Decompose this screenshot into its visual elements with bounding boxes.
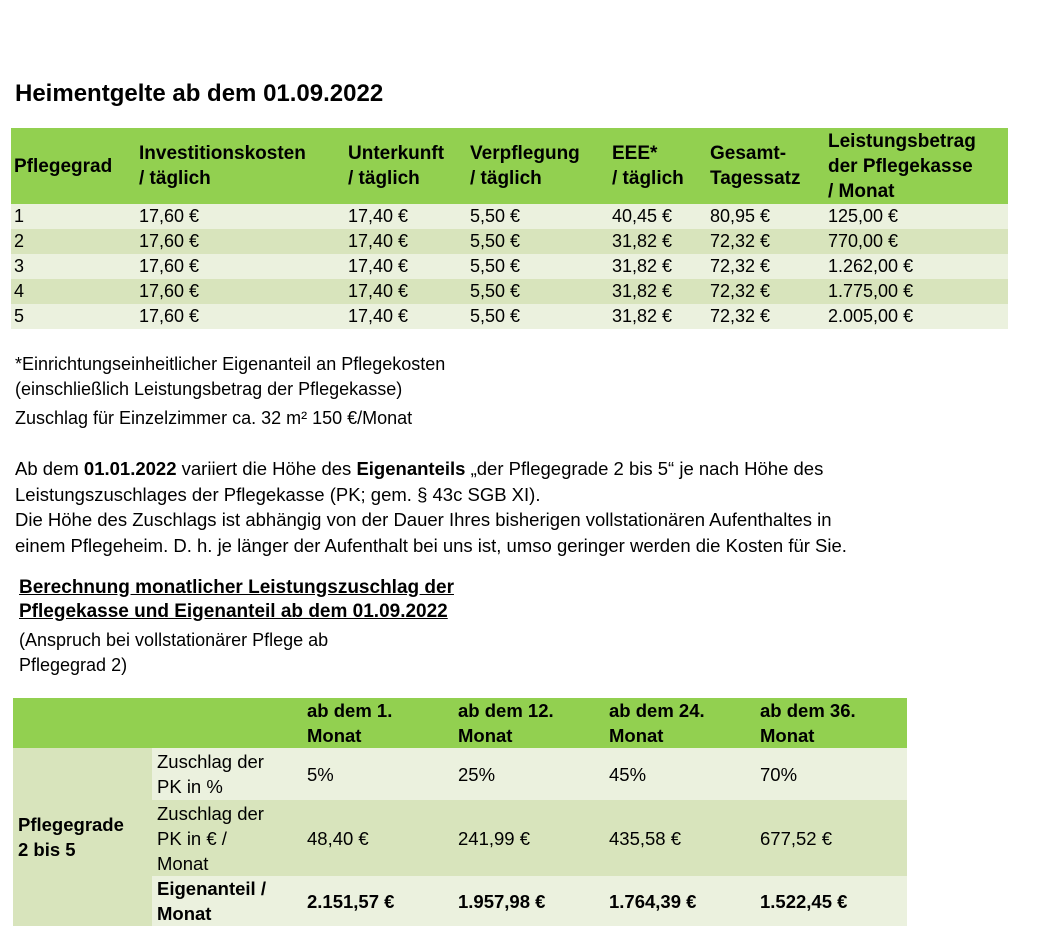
col-header-eee: EEE* / täglich [609,128,707,204]
cell-eee: 31,82 € [609,279,707,304]
cell-gesamt: 72,32 € [707,229,825,254]
cell-value: 1.957,98 € [453,876,604,926]
cell-invest: 17,60 € [136,279,345,304]
cell-value: 677,52 € [755,800,907,876]
row-label: Zuschlag der PK in % [152,748,302,800]
cell-invest: 17,60 € [136,229,345,254]
cell-unterkunft: 17,40 € [345,204,467,229]
cell-unterkunft: 17,40 € [345,279,467,304]
cell-verpflegung: 5,50 € [467,229,609,254]
cell-gesamt: 72,32 € [707,254,825,279]
cell-grad: 3 [11,254,136,279]
cell-leistung: 1.262,00 € [825,254,1008,279]
group-label: Pflegegrade 2 bis 5 [13,748,152,926]
footnote-line-2: (einschließlich Leistungsbetrag der Pflegekasse) [15,379,403,399]
cell-verpflegung: 5,50 € [467,279,609,304]
cell-value: 241,99 € [453,800,604,876]
col-header-gesamt: Gesamt- Tagessatz [707,128,825,204]
cell-grad: 5 [11,304,136,329]
cell-eee: 31,82 € [609,254,707,279]
cell-leistung: 770,00 € [825,229,1008,254]
section-subtitle: (Anspruch bei vollstationärer Pflege ab Pflegegrad 2) [19,630,329,675]
cell-value: 435,58 € [604,800,755,876]
surcharge-table-header [13,698,907,748]
col-header-month-36: ab dem 36. Monat [755,698,907,748]
cell-verpflegung: 5,50 € [467,304,609,329]
cell-value: 1.764,39 € [604,876,755,926]
table-row [11,204,1008,229]
cell-eee: 40,45 € [609,204,707,229]
single-room-surcharge: Zuschlag für Einzelzimmer ca. 32 m² 150 €/Monat [15,408,413,428]
col-header-leistungsbetrag: Leistungsbetrag der Pflegekasse / Monat [825,128,1008,204]
cell-invest: 17,60 € [136,204,345,229]
cell-value: 45% [604,748,755,800]
cell-leistung: 125,00 € [825,204,1008,229]
col-header-pflegegrad: Pflegegrad [11,128,136,204]
cell-unterkunft: 17,40 € [345,254,467,279]
table-row [11,254,1008,279]
col-header-verpflegung: Verpflegung / täglich [467,128,609,204]
cell-value: 48,40 € [302,800,453,876]
row-label: Zuschlag der PK in € / Monat [152,800,302,876]
info-paragraph [15,456,1040,558]
table-row [11,279,1008,304]
cell-verpflegung: 5,50 € [467,204,609,229]
surcharge-table [13,698,907,926]
cell-grad: 4 [11,279,136,304]
cell-invest: 17,60 € [136,254,345,279]
cell-grad: 2 [11,229,136,254]
col-header-month-24: ab dem 24. Monat [604,698,755,748]
table-row [13,748,907,800]
cell-grad: 1 [11,204,136,229]
cell-gesamt: 72,32 € [707,304,825,329]
cell-value: 25% [453,748,604,800]
table-row [11,229,1008,254]
col-header-month-1: ab dem 1. Monat [302,698,453,748]
cell-leistung: 1.775,00 € [825,279,1008,304]
cell-verpflegung: 5,50 € [467,254,609,279]
cell-value: 70% [755,748,907,800]
cell-eee: 31,82 € [609,229,707,254]
paragraph-line-3: Die Höhe des Zuschlags ist abhängig von der Dauer Ihres bisherigen vollstationären Aufenthaltes in [15,509,832,530]
fee-table-header [11,128,1008,204]
paragraph-line-4: einem Pflegeheim. D. h. je länger der Aufenthalt bei uns ist, umso geringer werden die Kosten für Sie. [15,534,847,556]
footnote-line-1: *Einrichtungseinheitlicher Eigenanteil an Pflegekosten [15,354,446,374]
col-header-unterkunft: Unterkunft / täglich [345,128,467,204]
row-label: Eigenanteil / Monat [152,876,302,926]
cell-unterkunft: 17,40 € [345,304,467,329]
section-title: Berechnung monatlicher Leistungszuschlag der Pflegekasse und Eigenanteil ab dem 01.09.2022 [19,577,454,622]
cell-value: 5% [302,748,453,800]
cell-invest: 17,60 € [136,304,345,329]
page-title: Heimentgelte ab dem 01.09.2022 [15,80,384,107]
paragraph-line-1: Ab dem 01.01.2022 variiert die Höhe des Eigenanteils „der Pflegegrade 2 bis 5“ je nach Höhe des [15,458,824,479]
col-header-month-12: ab dem 12. Monat [453,698,604,748]
cell-value: 1.522,45 € [755,876,907,926]
paragraph-line-2: Leistungszuschlages der Pflegekasse (PK; gem. § 43c SGB XI). [15,483,541,505]
cell-value: 2.151,57 € [302,876,453,926]
cell-eee: 31,82 € [609,304,707,329]
cell-gesamt: 72,32 € [707,279,825,304]
cell-gesamt: 80,95 € [707,204,825,229]
col-header-investitionskosten: Investitionskosten / täglich [136,128,345,204]
fee-table [11,128,1008,329]
cell-leistung: 2.005,00 € [825,304,1008,329]
cell-unterkunft: 17,40 € [345,229,467,254]
table-row [11,304,1008,329]
